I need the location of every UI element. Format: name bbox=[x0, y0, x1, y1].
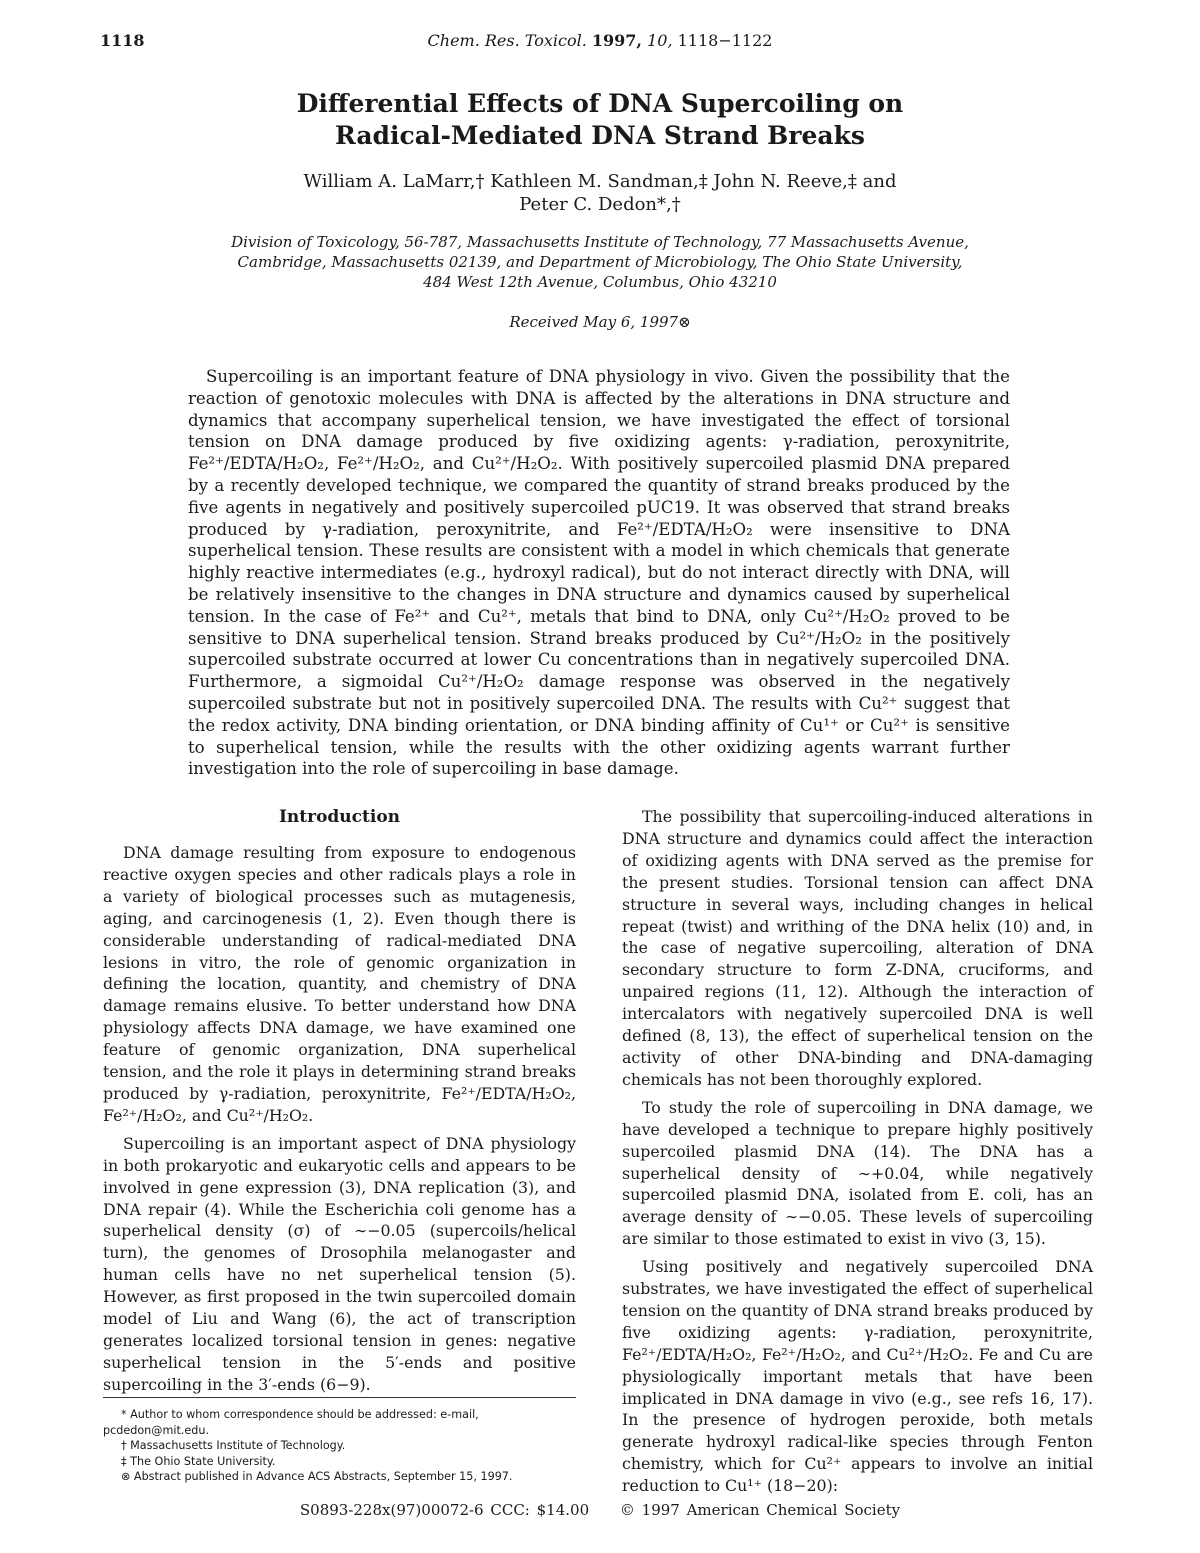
paragraph: Supercoiling is an important aspect of DNA physiology in both prokaryotic and eukaryotic cells and appears to be involved in gene expression (3), DNA replication (3), and DNA repair (4). While the Escherichia coli genome has a superhelical density (σ) of ∼−0.05 (supercoils/helical turn), the genomes of Drosophila melanogaster and human cells have no net superhelical tension (5). However, as first proposed in the twin supercoiled domain model of Liu and Wang (6), the act of transcription generates localized torsional tension in genes: negative superhelical tension in the 5′-ends and positive supercoiling in the 3′-ends (6−9). bbox=[103, 1133, 576, 1394]
footnote-osu: ‡ The Ohio State University. bbox=[121, 1454, 276, 1468]
affiliation-line-1: Division of Toxicology, 56-787, Massachusetts Institute of Technology, 77 Massachusetts Avenue, bbox=[231, 233, 969, 251]
footnote-mit: † Massachusetts Institute of Technology. bbox=[121, 1439, 346, 1452]
journal-volume: 10, bbox=[647, 31, 673, 50]
paragraph: To study the role of supercoiling in DNA damage, we have developed a technique to prepare highly positively supercoiled plasmid DNA (14). The DNA has a superhelical density of ∼+0.04, while negatively supercoiled plasmid DNA, isolated from E. coli, has an average density of ∼−0.05. These levels of supercoiling are similar to those estimated to exist in vivo (3, 15). bbox=[622, 1097, 1093, 1249]
page-footer bbox=[0, 1501, 1200, 1519]
footnote-abstract-published: ⊗ Abstract published in Advance ACS Abstracts, September 15, 1997. bbox=[121, 1470, 513, 1483]
section-heading-introduction: Introduction bbox=[278, 807, 401, 827]
author-list bbox=[150, 170, 1050, 216]
affiliations bbox=[150, 232, 1050, 292]
title-line-1: Differential Effects of DNA Supercoiling on bbox=[296, 89, 904, 118]
right-column bbox=[622, 806, 1093, 1503]
footnote-rule bbox=[103, 1397, 576, 1398]
paragraph: DNA damage resulting from exposure to endogenous reactive oxygen species and other radicals plays a role in a variety of biological processes such as mutagenesis, aging, and carcinogenesis (1, 2). Even though there is considerable understanding of radical-mediated DNA lesions in vitro, the role of genomic organization in defining the location, quantity, and chemistry of DNA damage remains elusive. To better understand how DNA physiology affects DNA damage, we have examined one feature of genomic organization, DNA superhelical tension, and the role it plays in determining strand breaks produced by γ-radiation, peroxynitrite, Fe²⁺/EDTA/H₂O₂, Fe²⁺/H₂O₂, and Cu²⁺/H₂O₂. bbox=[103, 843, 576, 1125]
authors-line-1: William A. LaMarr,† Kathleen M. Sandman,‡ John N. Reeve,‡ and bbox=[303, 171, 897, 192]
article-code: S0893-228x(97)00072-6 CCC: $14.00 bbox=[299, 1501, 590, 1519]
abstract bbox=[188, 366, 1010, 780]
paragraph: The possibility that supercoiling-induced alterations in DNA structure and dynamics could affect the interaction of oxidizing agents with DNA served as the premise for the present studies. Torsional tension can affect DNA structure in several ways, including changes in helical repeat (twist) and writhing of the DNA helix (10) and, in the case of negative supercoiling, alteration of DNA secondary structure to form Z-DNA, cruciforms, and unpaired regions (11, 12). Although the interaction of intercalators with negatively supercoiled DNA is well defined (8, 13), the effect of superhelical tension on the activity of other DNA-binding and DNA-damaging chemicals has not been thoroughly explored. bbox=[622, 807, 1093, 1089]
journal-name: Chem. Res. Toxicol. bbox=[427, 31, 587, 50]
title-line-2: Radical-Mediated DNA Strand Breaks bbox=[335, 121, 865, 150]
paragraph: Using positively and negatively supercoiled DNA substrates, we have investigated the effect of superhelical tension on the quantity of DNA strand breaks produced by five oxidizing agents: γ-radiation, peroxynitrite, Fe²⁺/EDTA/H₂O₂, Fe²⁺/H₂O₂, and Cu²⁺/H₂O₂. Fe and Cu are physiologically important metals that have been implicated in DNA damage in vivo (e.g., see refs 16, 17). In the presence of hydrogen peroxide, both metals generate hydroxyl radical-like species through Fenton chemistry, which for Cu²⁺ appears to involve an initial reduction to Cu¹⁺ (18−20): bbox=[622, 1257, 1093, 1496]
footnote-correspondence: * Author to whom correspondence should be addressed: e-mail, pcdedon@mit.edu. bbox=[103, 1408, 479, 1437]
affiliation-line-3: 484 West 12th Avenue, Columbus, Ohio 43210 bbox=[423, 273, 777, 291]
abstract-text: Supercoiling is an important feature of DNA physiology in vivo. Given the possibility that the reaction of genotoxic molecules with DNA is affected by the alterations in DNA structure and dynamics that accompany superhelical tension, we have investigated the effect of torsional tension on DNA damage produced by five oxidizing agents: γ-radiation, peroxynitrite, Fe²⁺/EDTA/H₂O₂, Fe²⁺/H₂O₂, and Cu²⁺/H₂O₂. With positively supercoiled plasmid DNA prepared by a recently developed technique, we compared the quantity of strand breaks produced by the five agents in negatively and positively supercoiled pUC19. It was observed that strand breaks produced by γ-radiation, peroxynitrite, and Fe²⁺/EDTA/H₂O₂ were insensitive to DNA superhelical tension. These results are consistent with a model in which chemicals that generate highly reactive intermediates (e.g., hydroxyl radical), but do not interact directly with DNA, will be relatively insensitive to the changes in DNA structure and dynamics caused by superhelical tension. In the case of Fe²⁺ and Cu²⁺, metals that bind to DNA, only Cu²⁺/H₂O₂ proved to be sensitive to DNA superhelical tension. Strand breaks produced by Cu²⁺/H₂O₂ in the positively supercoiled substrate occurred at lower Cu concentrations than in negatively supercoiled DNA. Furthermore, a sigmoidal Cu²⁺/H₂O₂ damage response was observed in the negatively supercoiled substrate but not in positively supercoiled DNA. The results with Cu²⁺ suggest that the redox activity, DNA binding orientation, or DNA binding affinity of Cu¹⁺ or Cu²⁺ is sensitive to superhelical tension, while the results with the other oxidizing agents warrant further investigation into the role of supercoiling in base damage. bbox=[188, 367, 1010, 779]
copyright: © 1997 American Chemical Society bbox=[619, 1501, 901, 1519]
journal-year: 1997, bbox=[591, 31, 642, 50]
page-number: 1118 bbox=[100, 31, 145, 50]
article-title bbox=[150, 88, 1050, 152]
left-column bbox=[103, 806, 576, 1402]
journal-pages: 1118−1122 bbox=[677, 31, 773, 50]
footnotes bbox=[103, 1407, 583, 1485]
received-date: Received May 6, 1997⊗ bbox=[509, 313, 691, 331]
affiliation-line-2: Cambridge, Massachusetts 02139, and Department of Microbiology, The Ohio State University, bbox=[237, 253, 963, 271]
running-header bbox=[0, 31, 1200, 50]
authors-line-2: Peter C. Dedon*,† bbox=[519, 194, 681, 215]
